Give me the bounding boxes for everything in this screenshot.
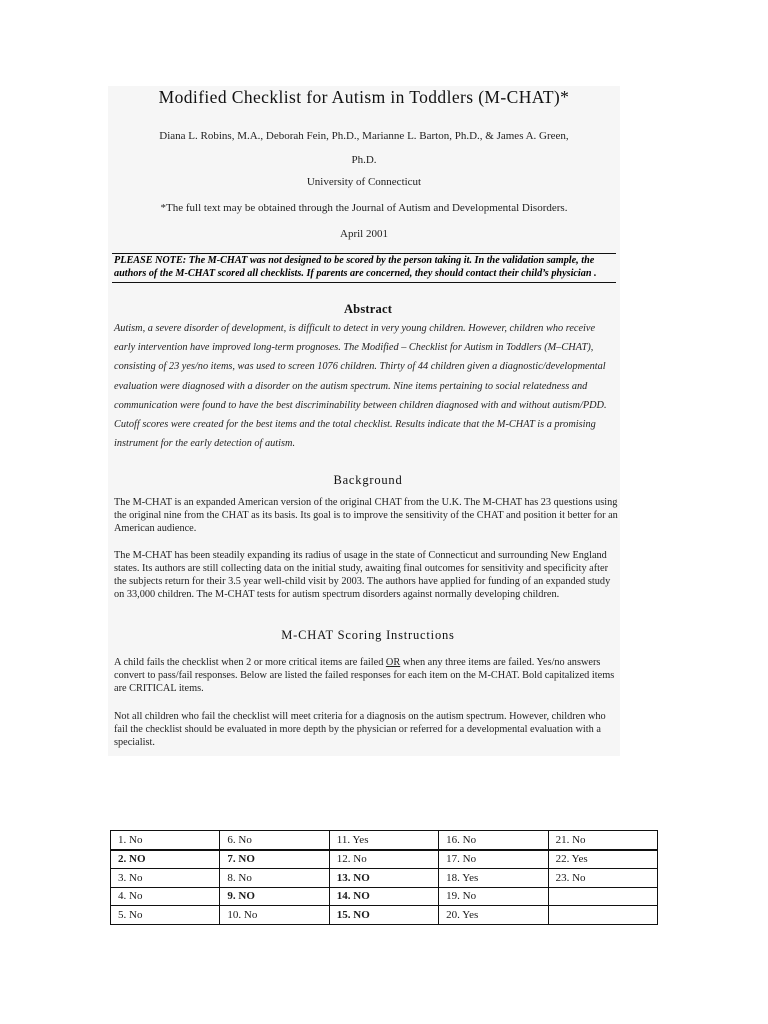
table-row bbox=[111, 887, 658, 906]
scoring-paragraph-1 bbox=[114, 656, 620, 695]
table-cell: 11. Yes bbox=[329, 831, 438, 850]
table-cell-critical: 14. NO bbox=[329, 887, 438, 906]
background-paragraph-2: The M-CHAT has been steadily expanding its radius of usage in the state of Connecticut and surrounding New England states. Its authors are still collecting data on the initial study, awaiting final outcomes for sensitivity and specificity after the subjects return for their 3.5 year well-child visit by 2003. The authors have applied for funding of an expanded study on 33,000 children. The M-CHAT tests for autism spectrum disorders against normally developing children. bbox=[114, 550, 611, 600]
table-row bbox=[111, 869, 658, 888]
document-title: Modified Checklist for Autism in Toddlers (M-CHAT)* bbox=[158, 87, 570, 107]
table-cell-critical: 9. NO bbox=[220, 887, 329, 906]
table-row bbox=[111, 906, 658, 925]
authors bbox=[108, 124, 620, 172]
table-cell bbox=[548, 887, 657, 906]
table-cell: 18. Yes bbox=[439, 869, 548, 888]
background-heading: Background bbox=[333, 473, 403, 487]
table-cell: 23. No bbox=[548, 869, 657, 888]
scoring-text-a: A child fails the checklist when 2 or more critical items are failed bbox=[114, 657, 386, 668]
authors-line-1: Diana L. Robins, M.A., Deborah Fein, Ph.D., Marianne L. Barton, Ph.D., & James A. Green, bbox=[159, 130, 569, 142]
table-cell-critical: 2. NO bbox=[111, 850, 220, 869]
footnote: *The full text may be obtained through the Journal of Autism and Developmental Disorders. bbox=[160, 202, 568, 214]
table-cell: 8. No bbox=[220, 869, 329, 888]
table-cell-critical: 7. NO bbox=[220, 850, 329, 869]
abstract-heading: Abstract bbox=[343, 302, 393, 316]
table-cell: 19. No bbox=[439, 887, 548, 906]
table-cell: 17. No bbox=[439, 850, 548, 869]
table-cell: 12. No bbox=[329, 850, 438, 869]
table-cell: 21. No bbox=[548, 831, 657, 850]
scoring-or: OR bbox=[385, 657, 401, 668]
scoring-heading: M-CHAT Scoring Instructions bbox=[281, 628, 455, 642]
table-cell-critical: 15. NO bbox=[329, 906, 438, 925]
table-row bbox=[111, 831, 658, 850]
table-cell bbox=[548, 906, 657, 925]
scoring-text-b: when any three items are failed. Yes/no answers convert to pass/fail responses. Below are listed the failed responses for each item on the M-CHAT. Bold capitalized items are CRITICAL items. bbox=[114, 657, 615, 694]
table-cell: 5. No bbox=[111, 906, 220, 925]
university: University of Connecticut bbox=[306, 176, 422, 188]
table-cell: 22. Yes bbox=[548, 850, 657, 869]
table-cell: 4. No bbox=[111, 887, 220, 906]
table-cell: 3. No bbox=[111, 869, 220, 888]
background-paragraph-1: The M-CHAT is an expanded American version of the original CHAT from the U.K. The M-CHAT has 23 questions using the original nine from the CHAT as its basis. Its goal is to improve the sensitivity of the CHAT and position it better for an American audience. bbox=[114, 497, 618, 534]
table-cell-critical: 13. NO bbox=[329, 869, 438, 888]
table-cell: 6. No bbox=[220, 831, 329, 850]
scoring-paragraph-2: Not all children who fail the checklist will meet criteria for a diagnosis on the autism spectrum. However, children who fail the checklist should be evaluated in more depth by the physician or referred for a developmental evaluation with a specialist. bbox=[114, 711, 606, 748]
failed-responses-table bbox=[110, 830, 658, 925]
table-row bbox=[111, 850, 658, 869]
table-cell: 16. No bbox=[439, 831, 548, 850]
authors-line-2: Ph.D. bbox=[351, 154, 377, 166]
table-cell: 1. No bbox=[111, 831, 220, 850]
publication-date: April 2001 bbox=[340, 228, 388, 240]
table-cell: 10. No bbox=[220, 906, 329, 925]
please-note-box: PLEASE NOTE: The M-CHAT was not designed to be scored by the person taking it. In the validation sample, the authors of the M-CHAT scored all checklists. If parents are concerned, they should contact their child’s physician . bbox=[112, 253, 616, 283]
abstract-text: Autism, a severe disorder of development, is difficult to detect in very young children. However, children who receive early intervention have improved long-term prognoses. The Modified – Checklist for Autism in Toddlers (M–CHAT), consisting of 23 yes/no items, was used to screen 1076 children. Thirty of 44 children given a diagnostic/developmental evaluation were diagnosed with a disorder on the autism spectrum. Nine items pertaining to social relatedness and communication were found to have the best discriminability between children diagnosed with and without autism/PDD. Cutoff scores were created for the best items and the total checklist. Results indicate that the M-CHAT is a promising instrument for the early detection of autism. bbox=[114, 323, 607, 450]
table-cell: 20. Yes bbox=[439, 906, 548, 925]
